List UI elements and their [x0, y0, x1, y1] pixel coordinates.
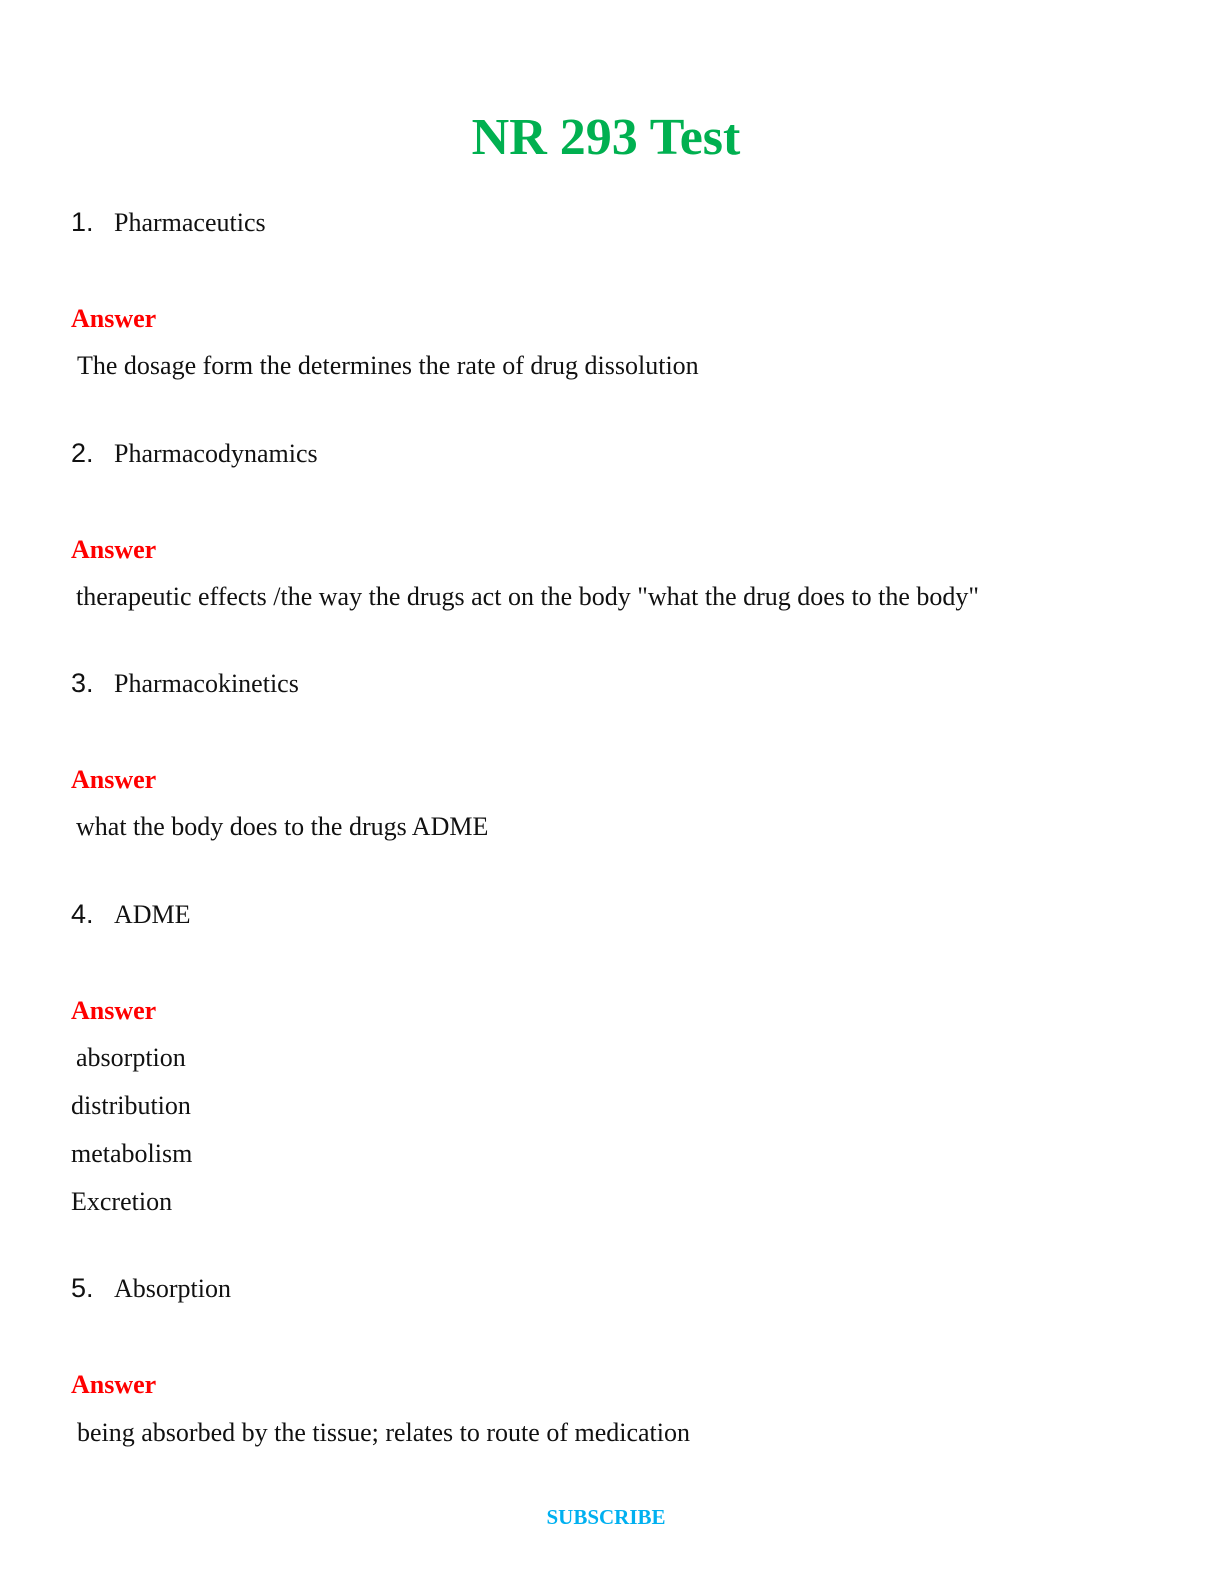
question-term: Pharmacodynamics	[114, 439, 318, 468]
answer-text: metabolism	[71, 1139, 193, 1168]
subscribe-link[interactable]: SUBSCRIBE	[546, 1505, 666, 1529]
question-term: Pharmaceutics	[114, 208, 266, 237]
question-term: Absorption	[114, 1274, 231, 1303]
question-4	[71, 898, 191, 931]
question-number: 4.	[71, 899, 94, 929]
answer-text: The dosage form the determines the rate of drug dissolution	[77, 351, 699, 380]
page-title: NR 293 Test	[471, 108, 741, 166]
question-number: 1.	[71, 207, 94, 237]
question-5	[71, 1272, 231, 1305]
answer-text: distribution	[71, 1091, 191, 1120]
answer-text: therapeutic effects /the way the drugs act on the body "what the drug does to the body"	[76, 582, 980, 611]
question-number: 2.	[71, 438, 94, 468]
question-1	[71, 206, 266, 239]
answer-text: being absorbed by the tissue; relates to route of medication	[77, 1418, 690, 1447]
answer-label: Answer	[71, 304, 157, 333]
answer-text: what the body does to the drugs ADME	[76, 812, 489, 841]
question-3	[71, 667, 299, 700]
answer-label: Answer	[71, 996, 157, 1025]
answer-label: Answer	[71, 765, 157, 794]
question-number: 5.	[71, 1273, 94, 1303]
answer-label: Answer	[71, 535, 157, 564]
question-term: ADME	[114, 900, 191, 929]
answer-text: absorption	[76, 1043, 186, 1072]
question-number: 3.	[71, 668, 94, 698]
question-2	[71, 437, 318, 470]
answer-label: Answer	[71, 1370, 157, 1399]
question-term: Pharmacokinetics	[114, 669, 299, 698]
answer-text: Excretion	[71, 1187, 173, 1216]
